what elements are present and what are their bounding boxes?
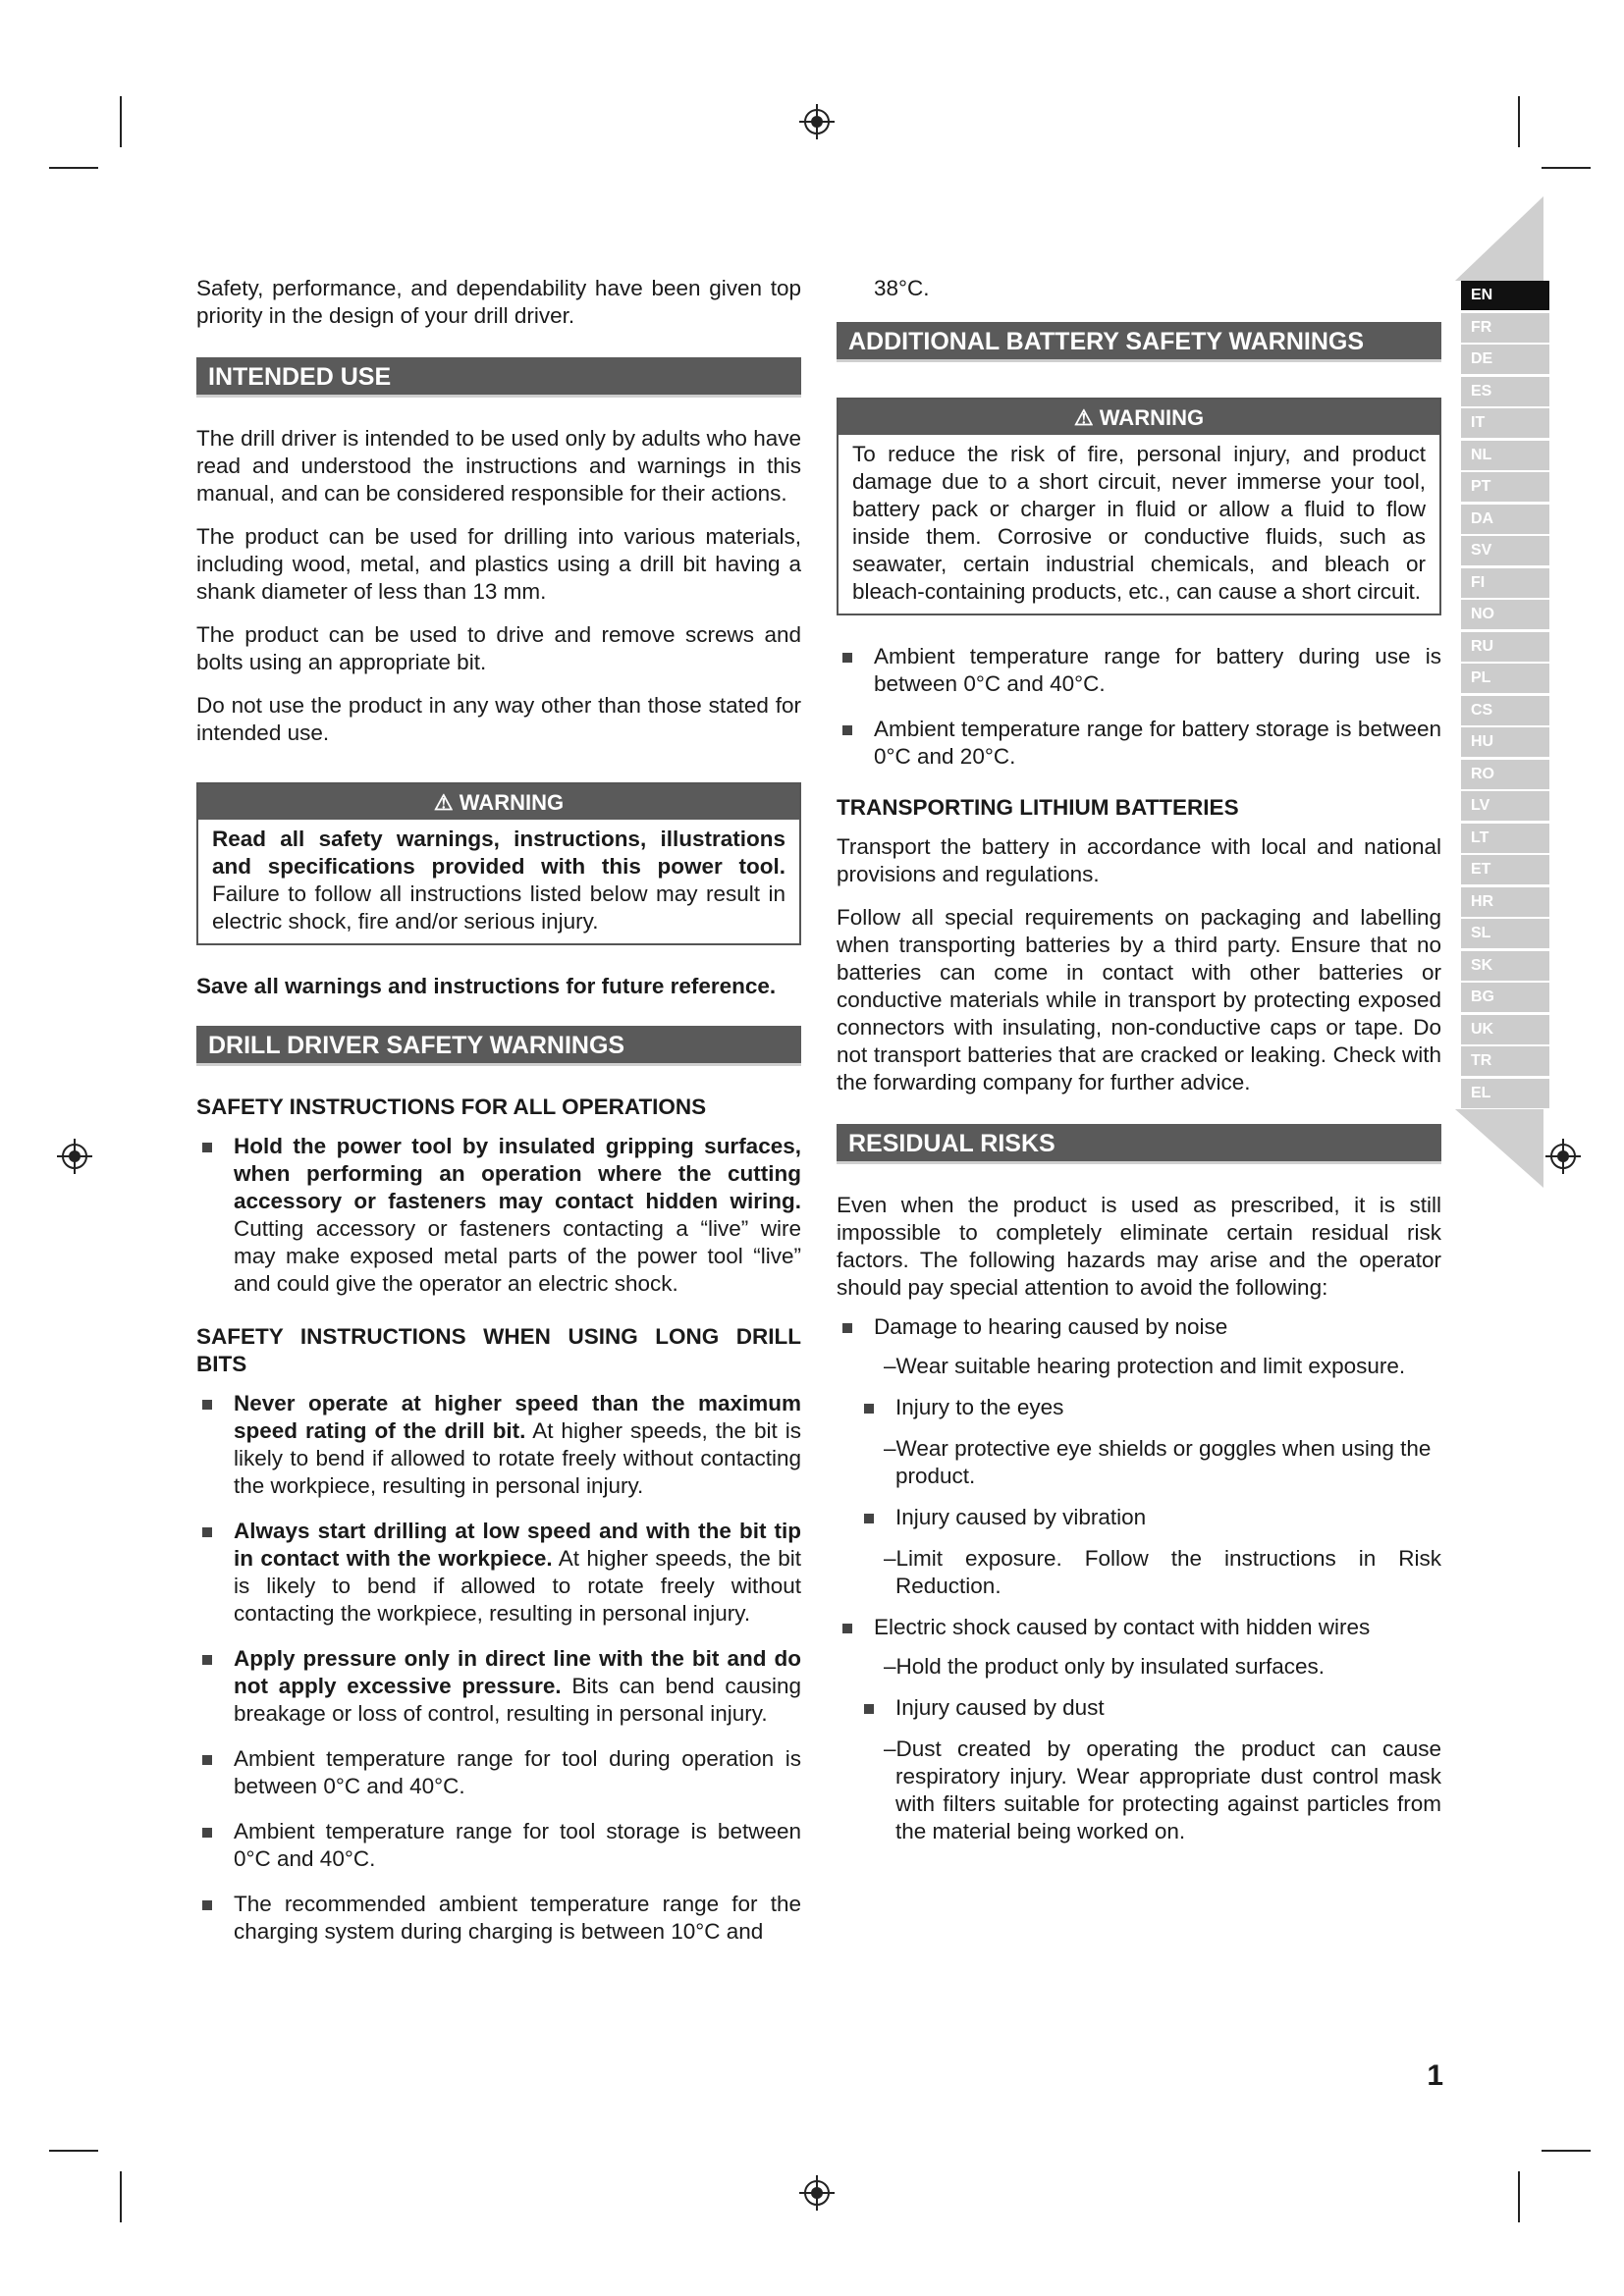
crop-mark <box>49 2150 98 2152</box>
language-tab-en: EN <box>1461 281 1549 310</box>
crop-mark <box>1518 96 1520 147</box>
language-tab-el: EL <box>1461 1079 1549 1108</box>
language-tab-de: DE <box>1461 345 1549 374</box>
list-item: Injury to the eyes <box>837 1394 1441 1421</box>
list-item: Ambient temperature range for battery during use is between 0°C and 40°C. <box>837 643 1441 698</box>
list-item: The recommended ambient temperature range for the charging system during charging is between 10°C and <box>196 1891 801 1946</box>
list-subitem: –Wear suitable hearing protection and limit exposure. <box>884 1354 1406 1378</box>
language-tab-pt: PT <box>1461 472 1549 502</box>
language-tab-nl: NL <box>1461 441 1549 470</box>
list-item: Never operate at higher speed than the maximum speed rating of the drill bit. At higher speeds, the bit is likely to bend if allowed to rotate freely without contacting the workpiece, resulting in personal injury. <box>196 1390 801 1500</box>
subheading-long-drill-bits: SAFETY INSTRUCTIONS WHEN USING LONG DRILL BITS <box>196 1324 801 1376</box>
language-tab-lt: LT <box>1461 824 1549 853</box>
registration-mark-icon <box>797 102 837 141</box>
intended-use-paragraph: The product can be used to drive and remove screws and bolts using an appropriate bit. <box>196 622 801 674</box>
language-tab-et: ET <box>1461 855 1549 884</box>
list-item: Ambient temperature range for battery storage is between 0°C and 20°C. <box>837 716 1441 771</box>
warning-bold-text: Read all safety warnings, instructions, illustrations and specifications provided with this power tool. <box>212 827 785 879</box>
crop-mark <box>1542 167 1591 169</box>
language-tab-fr: FR <box>1461 313 1549 343</box>
intended-use-paragraph: The drill driver is intended to be used only by adults who have read and understood the instructions and warnings in this manual, and can be considered responsible for their actions. <box>196 426 801 506</box>
transport-heading: TRANSPORTING LITHIUM BATTERIES <box>837 795 1239 820</box>
intro-text: Safety, performance, and dependability have been given top priority in the design of your drill driver. <box>196 276 801 328</box>
list-item: Injury caused by dust <box>837 1694 1441 1722</box>
intended-use-paragraph: Do not use the product in any way other than those stated for intended use. <box>196 693 801 745</box>
list-item: Apply pressure only in direct line with the bit and do not apply excessive pressure. Bits can bend causing breakage or loss of control, resulting in personal injury. <box>196 1645 801 1728</box>
language-tab-lv: LV <box>1461 791 1549 821</box>
warning-title: WARNING <box>459 790 565 815</box>
battery-safety-heading: ADDITIONAL BATTERY SAFETY WARNINGS <box>837 322 1441 362</box>
warning-header <box>198 784 799 820</box>
warning-box <box>837 398 1441 615</box>
warning-header <box>839 400 1439 435</box>
list-subitem: –Dust created by operating the product can cause respiratory injury. Wear appropriate dust control mask with filters suitable for protecting against particles from the material being worked on. <box>884 1736 1441 1843</box>
language-tab-ru: RU <box>1461 632 1549 662</box>
page-number: 1 <box>1427 2059 1443 2092</box>
warning-triangle-icon: ⚠ <box>433 790 460 815</box>
language-tabs <box>1461 281 1549 1110</box>
list-subitem: –Hold the product only by insulated surfaces. <box>884 1654 1326 1679</box>
list-item: Hold the power tool by insulated gripping surfaces, when performing an operation where the cutting accessory or fasteners may contact hidden wiring. Cutting accessory or fasteners contacting a “live” wire may make exposed metal parts of the power tool “live” and could give the operator an electric shock. <box>196 1133 801 1298</box>
warning-body: To reduce the risk of fire, personal injury, and product damage due to a short circuit, never immerse your tool, battery pack or charger in fluid or allow a fluid to flow inside them. Corrosive or conductive fluids, such as seawater, certain industrial chemicals, and bleach or bleach-containing products, etc., can cause a short circuit. <box>852 442 1426 604</box>
language-tab-bg: BG <box>1461 983 1549 1012</box>
warning-triangle-icon: ⚠ <box>1073 405 1100 430</box>
language-tab-tr: TR <box>1461 1046 1549 1076</box>
left-column <box>196 275 801 1963</box>
language-tab-sl: SL <box>1461 919 1549 948</box>
residual-risks-heading: RESIDUAL RISKS <box>837 1124 1441 1164</box>
crop-mark <box>49 167 98 169</box>
intended-use-heading: INTENDED USE <box>196 357 801 398</box>
registration-mark-icon <box>797 2173 837 2213</box>
language-tab-es: ES <box>1461 377 1549 406</box>
warning-text: Failure to follow all instructions listed below may result in electric shock, fire and/or serious injury. <box>212 881 785 934</box>
continued-text: 38°C. <box>874 276 930 300</box>
list-item: Electric shock caused by contact with hidden wires <box>837 1614 1441 1641</box>
language-tab-da: DA <box>1461 505 1549 534</box>
list-subitem: –Limit exposure. Follow the instructions in Risk Reduction. <box>884 1546 1441 1598</box>
transport-paragraph: Follow all special requirements on packaging and labelling when transporting batteries by a third party. Ensure that no batteries can come in contact with other batteries or conductive materials while in transport by protecting exposed connectors with insulating, non-conductive caps or tape. Do not transport batteries that are cracked or leaking. Check with the forwarding company for further advice. <box>837 905 1441 1095</box>
language-tab-hr: HR <box>1461 887 1549 917</box>
residual-intro: Even when the product is used as prescribed, it is still impossible to completely eliminate certain residual risk factors. The following hazards may arise and the operator should pay special attention to avoid the following: <box>837 1193 1441 1300</box>
crop-mark <box>1542 2150 1591 2152</box>
language-tab-no: NO <box>1461 600 1549 629</box>
transport-paragraph: Transport the battery in accordance with local and national provisions and regulations. <box>837 834 1441 886</box>
list-item: Ambient temperature range for tool storage is between 0°C and 40°C. <box>196 1818 801 1873</box>
warning-box <box>196 782 801 945</box>
warning-title: WARNING <box>1099 405 1205 430</box>
language-tab-uk: UK <box>1461 1015 1549 1044</box>
right-column <box>837 275 1441 1859</box>
crop-mark <box>120 96 122 147</box>
list-item: Ambient temperature range for tool during operation is between 0°C and 40°C. <box>196 1745 801 1800</box>
list-item: Always start drilling at low speed and with the bit tip in contact with the workpiece. At higher speeds, the bit is likely to bend if allowed to rotate freely without contacting the workpiece, resulting in personal injury. <box>196 1518 801 1628</box>
language-tab-ro: RO <box>1461 760 1549 789</box>
crop-mark <box>1518 2171 1520 2222</box>
language-tab-pl: PL <box>1461 664 1549 693</box>
list-subitem: –Wear protective eye shields or goggles when using the product. <box>884 1436 1432 1488</box>
language-tab-sv: SV <box>1461 536 1549 565</box>
list-item: Damage to hearing caused by noise <box>837 1313 1441 1341</box>
language-tab-hu: HU <box>1461 727 1549 757</box>
subheading-all-operations: SAFETY INSTRUCTIONS FOR ALL OPERATIONS <box>196 1095 707 1119</box>
intended-use-paragraph: The product can be used for drilling into various materials, including wood, metal, and plastics using a drill bit having a shank diameter of less than 13 mm. <box>196 524 801 604</box>
language-tab-cs: CS <box>1461 696 1549 725</box>
save-note: Save all warnings and instructions for future reference. <box>196 974 777 998</box>
crop-mark <box>120 2171 122 2222</box>
drill-safety-heading: DRILL DRIVER SAFETY WARNINGS <box>196 1026 801 1066</box>
registration-mark-icon <box>55 1137 94 1176</box>
warning-body <box>198 820 799 943</box>
language-tab-fi: FI <box>1461 568 1549 598</box>
language-tab-sk: SK <box>1461 951 1549 981</box>
language-tab-it: IT <box>1461 408 1549 438</box>
list-item: Injury caused by vibration <box>837 1504 1441 1531</box>
